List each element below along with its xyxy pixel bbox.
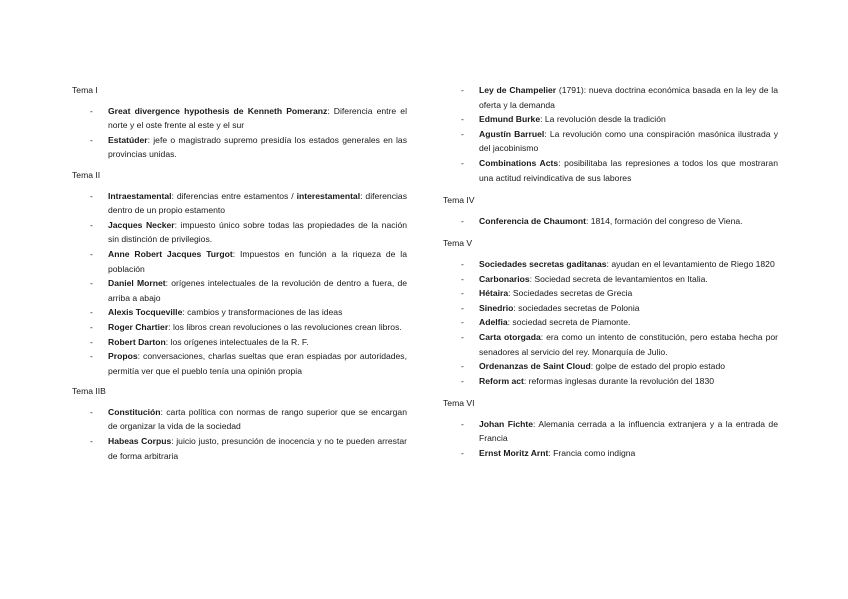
term-name: Sociedades secretas gaditanas [479,258,607,269]
term-definition: : reformas inglesas durante la revolución del 1830 [523,375,715,386]
term-name: Great divergence hypothesis de Kenneth Pomeranz [108,105,328,116]
term-list [443,214,778,229]
dash-bullet: - [461,418,464,429]
dash-bullet: - [90,321,93,332]
dash-bullet: - [461,302,464,313]
dash-bullet: - [90,190,93,201]
term-name: Constitución [108,406,161,417]
dash-bullet: - [90,248,93,259]
dash-bullet: - [461,288,464,299]
term-definition: : Diferencia entre el norte y el oste frente al este y el sur [108,105,407,131]
term-name: Combinations Acts [479,157,559,168]
list-item [443,83,778,112]
section-tema-i [72,83,407,162]
section-tema-iv [443,193,778,228]
term-definition: : La revolución desde la tradición [540,114,666,125]
dash-bullet: - [90,134,93,145]
term-definition: : diferencias dentro de un propio estamento [108,190,407,216]
section-tema-vi [443,396,778,460]
dash-bullet: - [461,128,464,139]
dash-bullet: - [90,105,93,116]
section-heading: Tema VI [443,398,475,409]
term-definition: : golpe de estado del propio estado [590,361,726,372]
term-definition: : impuesto único sobre todas las propiedades de la nación sin distinción de privilegios. [108,219,407,245]
term-name: Daniel Mornet [108,278,166,289]
term-definition: : ayudan en el levantamiento de Riego 1820 [606,258,775,269]
dash-bullet: - [461,375,464,386]
list-item [72,320,407,335]
term-definition: (1791): nueva doctrina económica basada en la ley de la oferta y la demanda [479,85,778,110]
list-item [443,315,778,330]
dash-bullet: - [461,273,464,284]
list-item [72,276,407,305]
term-definition: : Sociedades secretas de Grecia [508,288,633,299]
term-name: Propos [108,351,138,362]
list-item [72,104,407,133]
term-name: Ley de Champelier [479,85,557,95]
term-name: Ordenanzas de Saint Cloud [479,361,591,372]
section-heading: Tema V [443,238,473,249]
dash-bullet: - [461,448,464,459]
list-item [443,127,778,156]
section-heading: Tema IV [443,195,475,206]
list-item [443,330,778,359]
term-name: Agustín Barruel [479,128,545,139]
dash-bullet: - [461,215,464,226]
term-definition: : sociedades secretas de Polonia [513,302,640,313]
list-item [72,305,407,320]
term-list [443,83,778,185]
list-item [443,257,778,272]
term-name: Johan Fichte [479,418,534,429]
term-list [443,257,778,388]
list-item [72,405,407,434]
list-item [72,247,407,276]
list-item [72,133,407,162]
list-item [443,417,778,446]
term-definition: : los libros crean revoluciones o las revoluciones crean libros. [168,321,402,332]
list-item [443,112,778,127]
term-list [72,189,407,379]
term-name: Ernst Moritz Arnt [479,448,549,459]
dash-bullet: - [461,331,464,342]
dash-bullet: - [90,351,93,362]
term-name: Estatúder [108,134,148,145]
list-item [443,446,778,461]
list-item [443,301,778,316]
term-name: Reform act [479,375,524,386]
dash-bullet: - [90,307,93,318]
term-name: Conferencia de Chaumont [479,215,586,226]
term-definition: : cambios y transformaciones de las ideas [182,307,343,318]
list-item [72,189,407,218]
term-definition: : era como un intento de constitución, pero estaba hecha por senadores al servicio del rey. Monarquía de Julio. [479,331,778,357]
dash-bullet: - [90,336,93,347]
list-item [72,335,407,350]
section-continuation [443,83,778,185]
list-item [443,272,778,287]
section-tema-v [443,236,778,388]
term-name: Carbonarios [479,273,530,284]
dash-bullet: - [90,406,93,417]
term-name: Habeas Corpus [108,436,172,447]
section-heading: Tema II [72,169,101,180]
right-column [443,83,778,461]
list-item [72,434,407,463]
dash-bullet: - [461,317,464,328]
dash-bullet: - [90,278,93,289]
list-item [443,156,778,185]
term-definition: : 1814, formación del congreso de Viena. [585,215,743,226]
term-definition: : los orígenes intelectuales de la R. F. [165,336,309,347]
term-name: Hétaira [479,288,509,299]
section-heading: Tema I [72,85,98,95]
term-definition: : juicio justo, presunción de inocencia y no te pueden arrestar de forma arbitraria [108,436,408,461]
list-item [443,286,778,301]
dash-bullet: - [461,258,464,269]
term-definition: : La revolución como una conspiración masónica ilustrada y del jacobinismo [479,128,778,154]
section-tema-ii [72,168,407,378]
term-name: Alexis Tocqueville [108,307,183,318]
term-definition: : orígenes intelectuales de la revolución de dentro a fuera, de arriba a abajo [108,278,408,303]
dash-bullet: - [461,85,464,95]
dash-bullet: - [90,436,93,447]
term-name: Robert Darton [108,336,166,347]
term-list [72,405,407,463]
term-definition: : Alemania cerrada a la influencia extranjera y a la entrada de Francia [479,418,778,444]
term-name: Sinedrio [479,302,514,313]
term-name: Adelfia [479,317,508,328]
term-list [443,417,778,461]
term-definition: : carta política con normas de rango superior que se encargan de organizar la vida de la sociedad [108,406,407,432]
term-name: Intraestamental [108,190,172,201]
list-item [443,214,778,229]
term-definition: : jefe o magistrado supremo presidía los estados generales en las provincias unidas. [108,134,407,160]
term-definition: : posibilitaba las represiones a todos los que mostraran una actitud reivindicativa de sus labores [479,157,778,183]
term-definition: : diferencias entre estamentos / [171,190,297,201]
list-item [72,349,407,378]
term-list [72,104,407,162]
term-name: Anne Robert Jacques Turgot [108,248,233,259]
dash-bullet: - [461,114,464,125]
term-definition: : Francia como indigna [548,448,636,459]
dash-bullet: - [90,219,93,230]
section-heading: Tema IIB [72,386,106,397]
term-definition: : sociedad secreta de Piamonte. [507,317,631,328]
dash-bullet: - [461,361,464,372]
term-name: interestamental [296,190,361,201]
term-name: Carta otorgada [479,331,541,342]
left-column [72,83,407,463]
term-definition: : Impuestos en función a la riqueza de la población [108,248,407,274]
term-name: Roger Chartier [108,321,169,332]
term-name: Jacques Necker [108,219,175,230]
list-item [443,374,778,389]
list-item [72,218,407,247]
dash-bullet: - [461,157,464,168]
term-name: Edmund Burke [479,114,541,125]
list-item [443,359,778,374]
term-definition: : conversaciones, charlas sueltas que eran espiadas por autoridades, permitía ver que el pueblo tenía una opinión propia [108,351,407,376]
term-definition: : Sociedad secreta de levantamientos en Italia. [529,273,708,284]
section-tema-iib [72,384,407,463]
